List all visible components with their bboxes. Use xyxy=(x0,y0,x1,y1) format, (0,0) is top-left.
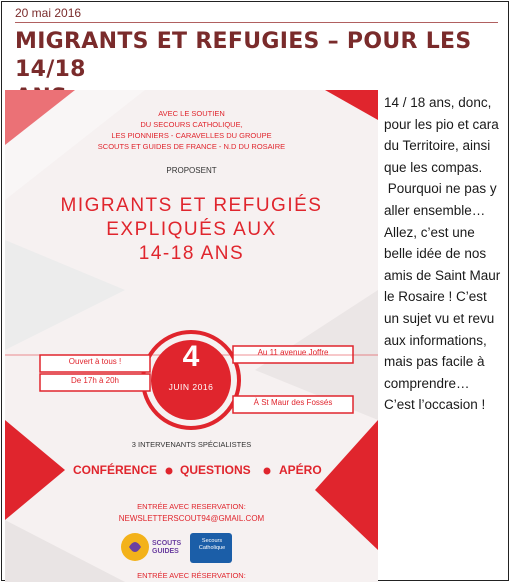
poster-headline: MIGRANTS ET REFUGIÉS EXPLIQUÉS AUX 14-18 ANS xyxy=(60,195,323,264)
open-all-label: Ouvert à tous ! xyxy=(68,357,122,366)
city-label: À St Maur des Fossés xyxy=(253,398,333,407)
post-date: 20 mai 2016 xyxy=(15,6,82,20)
address-label: Au 11 avenue Joffre xyxy=(257,348,329,357)
post-title-line1[interactable]: MIGRANTS ET REFUGIES – POUR LES 14/18 xyxy=(15,29,472,82)
secours-logo-text: Secours Catholique xyxy=(198,538,226,551)
activity-questions: QUESTIONS xyxy=(180,463,251,477)
date-day: 4 xyxy=(182,340,200,373)
date-month-year: JUIN 2016 xyxy=(168,382,214,392)
activity-apero: APÉRO xyxy=(279,463,322,477)
time-label: De 17h à 20h xyxy=(70,376,120,385)
event-poster-image xyxy=(5,90,378,582)
divider xyxy=(15,22,498,23)
reservation-email: NEWSLETTERSCOUT94@GMAIL.COM xyxy=(118,514,265,523)
activity-conference: CONFÉRENCE xyxy=(73,463,158,477)
scouts-logo-text: SCOUTS GUIDES xyxy=(152,540,182,555)
speakers-label: 3 INTERVENANTS SPÉCIALISTES xyxy=(131,440,252,449)
support-text: AVEC LE SOUTIEN DU SECOURS CATHOLIQUE, LES PIONNIERS - CARAVELLES DU GROUPE SCOUTS ET GUIDES DE FRANCE - N.D DU ROSAIRE xyxy=(97,109,286,151)
reservation-label: ENTRÉE AVEC RESERVATION: xyxy=(137,502,246,511)
proposent-label: PROPOSENT xyxy=(166,166,217,175)
article-body-text: 14 / 18 ans, donc, pour les pio et cara du Territoire, ainsi que les compas. Pourquoi ne pas y aller ensemble… Allez, c’est une belle idée de nos amis de Saint Maur le Rosaire ! C’est un sujet vu et revu aux informations, mais pas facile à comprendre… C’est l’occasion ! xyxy=(384,95,501,413)
reservation-label-repeat: ENTRÉE AVEC RÉSERVATION: xyxy=(137,571,246,580)
